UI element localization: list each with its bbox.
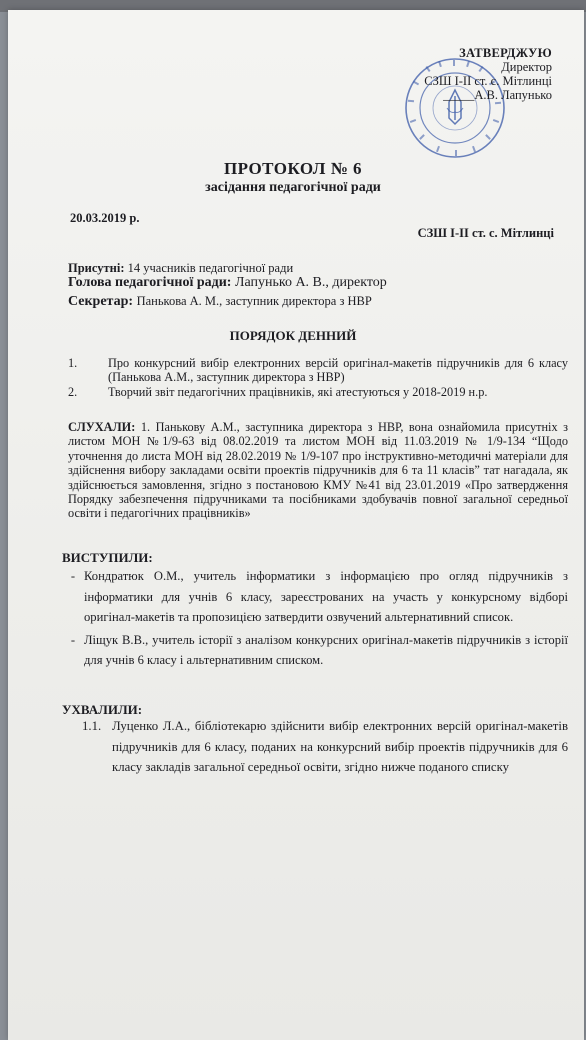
spoke-item xyxy=(62,630,568,671)
agenda-heading: ПОРЯДОК ДЕННИЙ xyxy=(229,328,357,343)
decided-item xyxy=(62,716,568,778)
approval-block xyxy=(382,46,552,102)
chair-label: Голова педагогічної ради: xyxy=(68,275,232,290)
attendance-secretary xyxy=(68,294,372,310)
spoke-item-text: Кондратюк О.М., учитель інформатики з інформацією про огляд підручників з інформатики для учнів 6 класу, зареєстрованих на участь у конкурсному відборі оригінал-макетів та пропозицією затвердити озвучений альтернативний список. xyxy=(84,569,568,624)
chair-value: Лапунько А. В., директор xyxy=(234,275,387,290)
agenda-item xyxy=(68,356,568,385)
present-value: 14 учасників педагогічної ради xyxy=(127,261,294,275)
attendance-present xyxy=(68,261,293,276)
decided-item-number: 1.1. xyxy=(82,719,102,733)
agenda-item-text: Творчий звіт педагогічних працівників, які атестуються у 2018-2019 н.р. xyxy=(108,384,488,399)
agenda-item-number: 1. xyxy=(68,356,78,370)
agenda-item-text: Про конкурсний вибір електронних версій оригінал-макетів підручників для 6 класу (Панькова А.М., заступник директора з НВР) xyxy=(108,356,568,385)
agenda-item xyxy=(68,385,568,399)
secretary-value: Панькова А. М., заступник директора з НВР xyxy=(136,294,372,308)
attendance-chair xyxy=(68,275,387,291)
spoke-item-marker: - xyxy=(70,569,76,583)
approval-position: Директор xyxy=(501,60,552,74)
approval-signature: _____А.В. Лапунько xyxy=(443,88,552,102)
spoke-item xyxy=(62,566,568,628)
approval-school: СЗШ І-ІІ ст. с. Мітлинці xyxy=(424,74,552,88)
heard-text: 1. Панькову А.М., заступника директора з НВР, вона ознайомила присутніх з листом МОН №1/9-63 від 08.02.2019 та листом МОН від 11.03.2019 № 1/9-134 “Щодо уточнення до листа МОН від 28.02.2019 № 1/9-107 про інструктивно-методичні матеріали для здійснення вибору закладами освіти проектів підручників для 6 та 11 класів” тат нагадала, як здійснюється замовлення, згідно з постановою КМУ №41 від 23.01.2019 «Про затвердження Порядку забезпечення підручниками та посібниками здобувачів повної загальної середньої освіти і педагогічних працівників» xyxy=(68,420,568,521)
meeting-school: СЗШ І-ІІ ст. с. Мітлинці xyxy=(417,226,554,240)
decided-heading: УХВАЛИЛИ: xyxy=(62,702,143,717)
heard-label: СЛУХАЛИ: xyxy=(68,420,136,434)
document-title: ПРОТОКОЛ № 6 xyxy=(223,159,363,178)
spoke-item-marker: - xyxy=(70,632,76,647)
agenda-item-number: 2. xyxy=(68,384,78,399)
present-label: Присутні: xyxy=(68,261,125,275)
meeting-date: 20.03.2019 р. xyxy=(70,211,140,225)
decided-item-text: Луценко Л.А., бібліотекарю здійснити вибір електронних версій оригінал-макетів підручників для 6 класу, поданих на конкурсний вибір проектів підручників для 6 класу закладів загальної середньої освіти, згідно нижче поданого списку xyxy=(112,719,568,774)
approval-title: ЗАТВЕРДЖУЮ xyxy=(459,46,552,60)
heard-section xyxy=(68,420,568,521)
spoke-item-text: Ліщук В.В., учитель історії з аналізом конкурсних оригінал-макетів підручників з історії для учнів 6 класу і альтернативним списком. xyxy=(84,632,568,667)
document-subtitle: засідання педагогічної ради xyxy=(205,180,381,195)
secretary-label: Секретар: xyxy=(68,294,134,309)
spoke-heading: ВИСТУПИЛИ: xyxy=(62,550,153,565)
agenda-list xyxy=(68,356,568,399)
spoke-list xyxy=(62,566,568,673)
